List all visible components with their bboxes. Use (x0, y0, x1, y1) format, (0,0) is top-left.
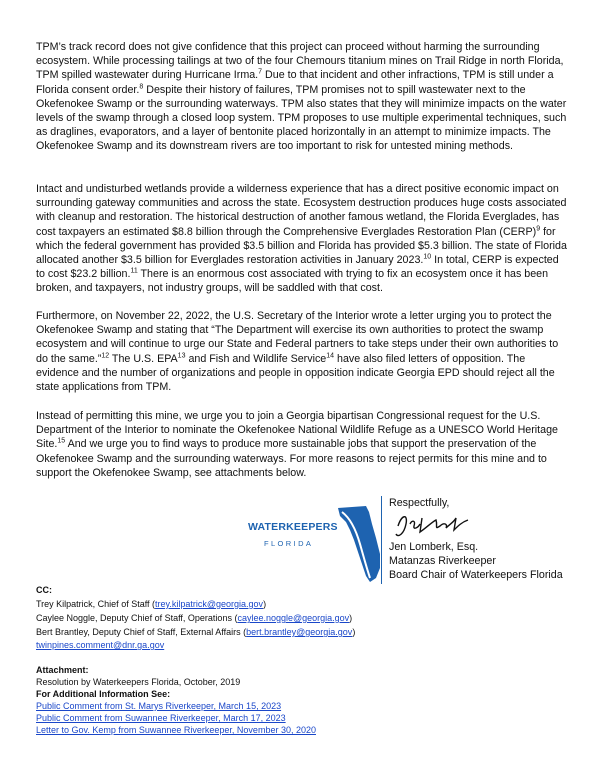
p2-text-b: for which the federal government has provided $3.5 billion and Florida has provided $5.3 billion. The state of Florida allocated another $3.5 billion for Everglades restoration activities in January 2023. (36, 225, 567, 267)
p1-text-a: TPM’s track record does not give confidence that this project can proceed without harming the surrounding ecosystem. While processing tailings at two of the four Chemours titanium mines on Trail Ridge in north Florida, TPM spilled wastewater during Hurricane Irma. (36, 41, 564, 82)
cc-row-end: ) (263, 599, 267, 609)
closing-text: Respectfully, (389, 497, 450, 509)
signer-name: Jen Lomberk, Esq. (389, 541, 479, 553)
cc-heading: CC: (36, 585, 52, 595)
cc-row (36, 598, 266, 610)
attachment-item: Resolution by Waterkeepers Florida, October, 2019 (36, 677, 241, 687)
paragraph-unesco-request (36, 409, 570, 480)
cc-row-text: Trey Kilpatrick, Chief of Staff ( (36, 599, 156, 609)
footnote-ref-7: 7 (258, 68, 263, 76)
reference-link[interactable]: Letter to Gov. Kemp from Suwannee Riverkeeper, November 30, 2020 (36, 725, 316, 735)
p1-text-c: Despite their history of failures, TPM promises not to spill wastewater next to the Okefenokee Swamp or the surrounding waterways. TPM also states that they will minimize impacts on the water levels of the swamp through a closed loop system. TPM proposes to use multiple experimental techniques, such as draglines, evaporators, and a layer of bentonite placed horizontally in an attempt to minimize impacts. The Okefenokee Swamp and its downstream rivers are too important to risk for untested mining methods. (36, 83, 567, 153)
p3-text-a: Furthermore, on November 22, 2022, the U.S. Secretary of the Interior wrote a letter urging you to protect the Okefenokee Swamp and stating that “The Department will exercise its own authorities to protect the swamp ecosystem and will continue to urge our State and Federal partners to take steps under their own authorities to do the same.” (36, 310, 559, 365)
footnote-ref-13: 13 (177, 352, 186, 360)
email-link[interactable]: bert.brantley@georgia.gov (246, 627, 353, 637)
attachment-heading: Attachment: (36, 665, 89, 675)
email-link[interactable]: caylee.noggle@georgia.gov (237, 613, 350, 623)
email-link[interactable]: trey.kilpatrick@georgia.gov (155, 599, 264, 609)
handwritten-signature (392, 506, 472, 542)
cc-row-text: Bert Brantley, Deputy Chief of Staff, External Affairs ( (36, 627, 247, 637)
footnote-ref-11: 11 (130, 267, 138, 275)
footnote-ref-9: 9 (536, 225, 541, 233)
reference-link[interactable]: Public Comment from Suwannee Riverkeeper, March 17, 2023 (36, 713, 286, 723)
p3-text-b: The U.S. EPA (109, 352, 178, 365)
footnote-ref-14: 14 (326, 352, 335, 360)
footnote-ref-12: 12 (101, 352, 110, 360)
p2-text-d: There is an enormous cost associated with trying to fix an ecosystem once it has been broken, and taxpayers, not industry groups, will be saddled with that cost. (36, 268, 549, 295)
cc-row (36, 626, 355, 638)
p4-text-b: And we urge you to find ways to produce more sustainable jobs that support the preservation of the Okefenokee Swamp and the surrounding waterways. For more reasons to reject permits for this mine and to support the Okefenokee Swamp, see attachments below. (36, 438, 547, 479)
p3-text-c: and Fish and Wildlife Service (185, 352, 327, 365)
p2-text-a: Intact and undisturbed wetlands provide a wilderness experience that has a direct positive economic impact on surrounding gateway communities and across the state. Ecosystem destruction produces huge costs associated with cleanup and restoration. The historical destruction of another famous wetland, the Florida Everglades, has cost taxpayers an estimated $8.8 billion through the Comprehensive Everglades Restoration Plan (CERP) (36, 183, 567, 238)
logo-title: WATERKEEPERS (248, 521, 338, 533)
cc-row-text: Caylee Noggle, Deputy Chief of Staff, Operations ( (36, 613, 238, 623)
paragraph-track-record (36, 40, 570, 154)
paragraph-interior-letter (36, 309, 570, 394)
cc-row (36, 612, 352, 624)
paragraph-wetlands-economics (36, 182, 570, 296)
cc-row-end: ) (349, 613, 353, 623)
p2-text-c: In total, CERP is expected to cost $23.2 billion. (36, 254, 559, 281)
cc-extra (36, 639, 164, 651)
footnote-ref-15: 15 (57, 437, 66, 445)
signer-board-title: Board Chair of Waterkeepers Florida (389, 569, 563, 581)
waterkeepers-florida-logo (248, 500, 380, 584)
p1-text-b: Due to that incident and other infractions, TPM is still under a Florida consent order. (36, 69, 554, 96)
additional-info-heading: For Additional Information See: (36, 689, 171, 699)
footnote-ref-10: 10 (423, 253, 432, 261)
signer-title: Matanzas Riverkeeper (389, 555, 496, 567)
p4-text-a: Instead of permitting this mine, we urge you to join a Georgia bipartisan Congressional request for the U.S. Department of the Interior to nominate the Okefenokee National Wildlife Refuge as a UNESCO World Heritage Site. (36, 410, 558, 451)
reference-link[interactable]: Public Comment from St. Marys Riverkeeper, March 15, 2023 (36, 701, 282, 711)
email-link[interactable]: twinpines.comment@dnr.ga.gov (36, 640, 165, 650)
cc-row-end: ) (352, 627, 356, 637)
logo-subtitle: FLORIDA (264, 539, 314, 548)
footnote-ref-8: 8 (139, 83, 144, 91)
p3-text-d: have also filed letters of opposition. The evidence and the number of organizations and people in opposition indicate Georgia EPD should reject all the state applications from TPM. (36, 352, 555, 394)
signature-divider (381, 496, 382, 584)
florida-map-icon (336, 500, 382, 584)
